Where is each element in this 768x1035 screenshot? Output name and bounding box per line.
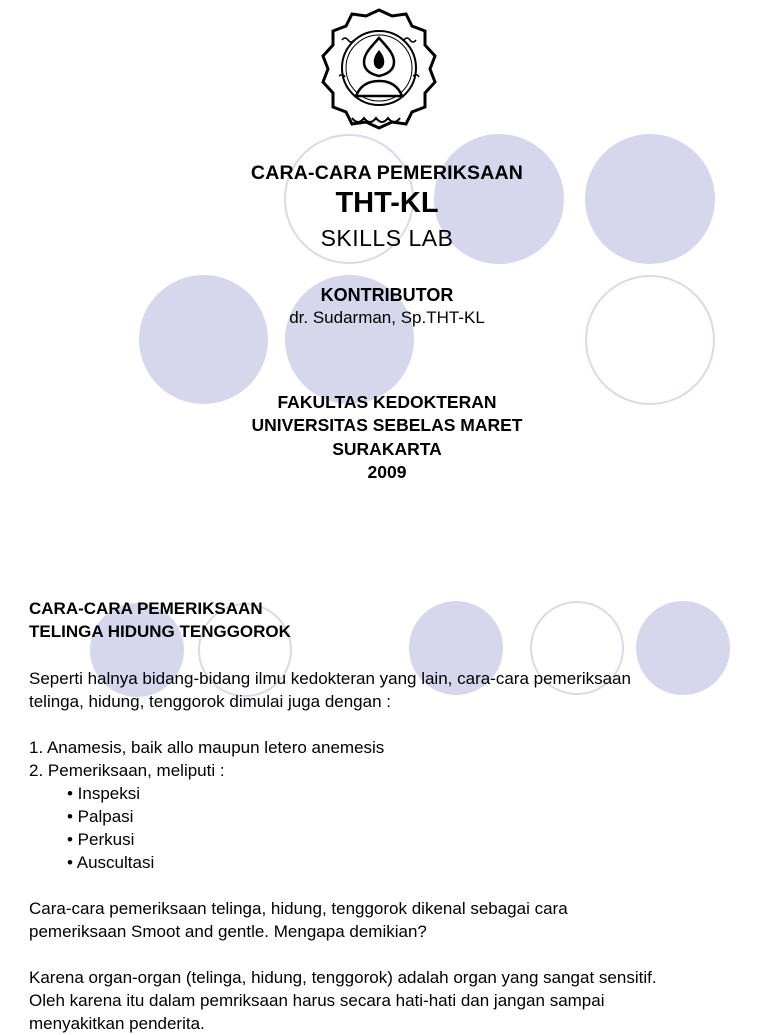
method-paragraph	[29, 897, 568, 943]
list-item: 2. Pemeriksaan, meliputi :	[29, 761, 225, 780]
intro-line: telinga, hidung, tenggorok dimulai juga dengan :	[29, 692, 391, 711]
sub-list-item: • Palpasi	[67, 807, 134, 826]
cover-title-line1: CARA-CARA PEMERIKSAAN	[250, 162, 524, 184]
paragraph-line: menyakitkan penderita.	[29, 1014, 205, 1033]
intro-paragraph	[29, 667, 631, 713]
list-item: 1. Anamesis, baik allo maupun letero anemesis	[29, 738, 385, 757]
exam-list	[29, 736, 384, 874]
section-heading-line1: CARA-CARA PEMERIKSAAN	[29, 599, 263, 618]
city-name: SURAKARTA	[332, 438, 442, 459]
reason-paragraph	[29, 966, 657, 1035]
intro-line: Seperti halnya bidang-bidang ilmu kedokteran yang lain, cara-cara pemeriksaan	[29, 669, 631, 688]
contributor-label: KONTRIBUTOR	[320, 285, 454, 305]
paragraph-line: Karena organ-organ (telinga, hidung, tenggorok) adalah organ yang sangat sensitif.	[29, 968, 657, 987]
section-heading	[29, 597, 291, 643]
paragraph-line: Cara-cara pemeriksaan telinga, hidung, tenggorok dikenal sebagai cara	[29, 899, 568, 918]
decor-circle-7	[636, 601, 730, 695]
university-name: UNIVERSITAS SEBELAS MARET	[251, 415, 523, 436]
cover-title-line2: THT-KL	[335, 187, 439, 219]
university-emblem	[312, 4, 446, 138]
sub-list-item: • Inspeksi	[67, 784, 141, 803]
sub-list-item: • Auscultasi	[67, 853, 155, 872]
section-heading-line2: TELINGA HIDUNG TENGGOROK	[29, 622, 291, 641]
contributor-name: dr. Sudarman, Sp.THT-KL	[289, 308, 485, 327]
institution-block	[0, 391, 768, 484]
paragraph-line: pemeriksaan Smoot and gentle. Mengapa demikian?	[29, 922, 427, 941]
paragraph-line: Oleh karena itu dalam pemriksaan harus secara hati-hati dan jangan sampai	[29, 991, 605, 1010]
sub-list-item: • Perkusi	[67, 830, 135, 849]
year: 2009	[367, 461, 407, 482]
cover-title-line3: SKILLS LAB	[320, 225, 454, 251]
faculty-name: FAKULTAS KEDOKTERAN	[277, 392, 497, 412]
